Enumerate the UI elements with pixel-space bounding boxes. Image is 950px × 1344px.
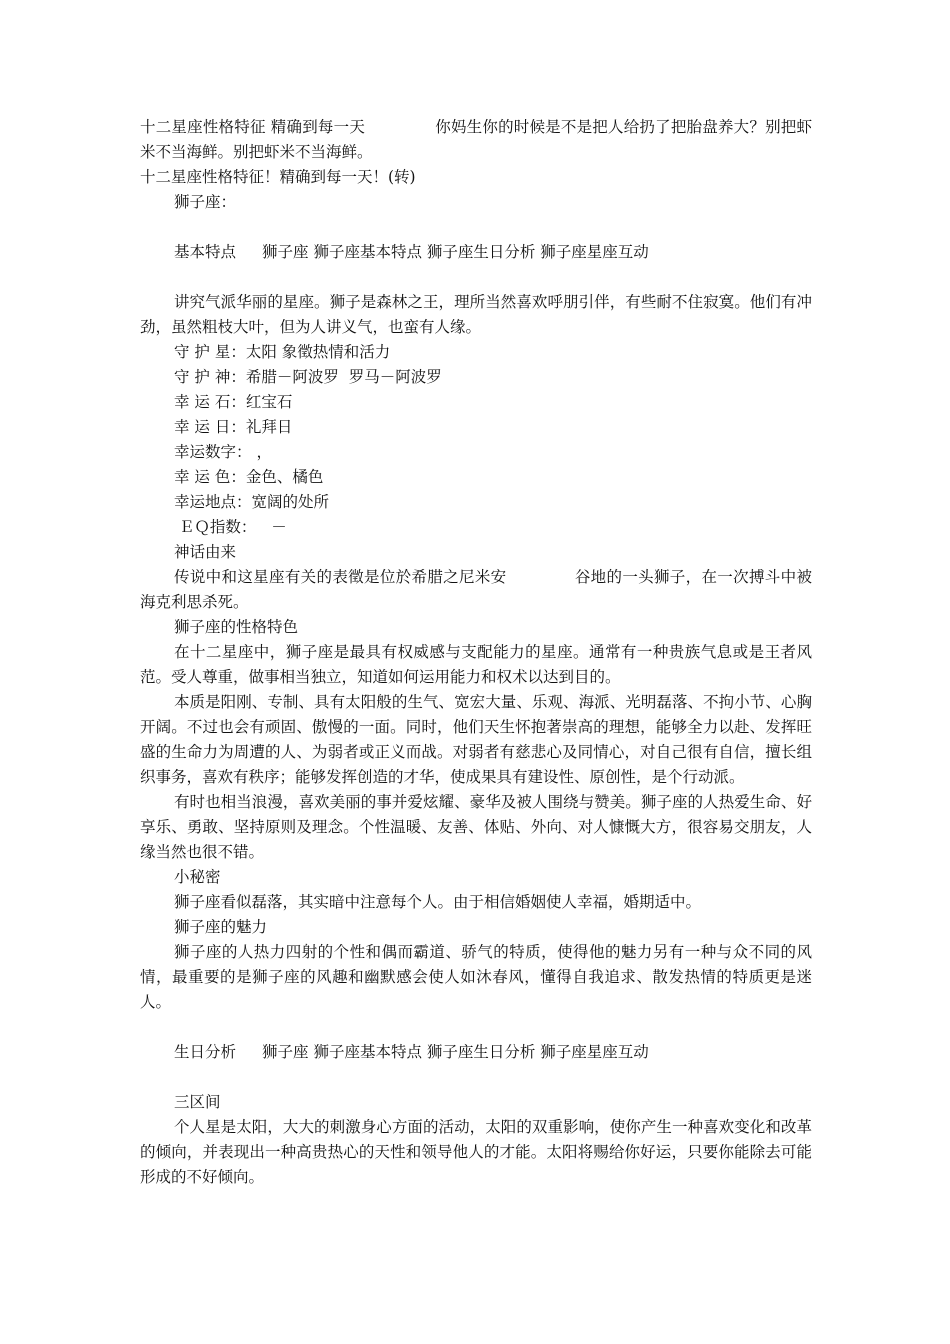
fact-lucky-color bbox=[140, 465, 812, 490]
fact-lucky-day bbox=[140, 415, 812, 440]
nav-links[interactable]: 狮子座 狮子座基本特点 狮子座生日分析 狮子座星座互动 bbox=[262, 1043, 649, 1061]
secret-heading: 小秘密 bbox=[174, 868, 221, 886]
fact-value: 礼拜日 bbox=[245, 418, 293, 436]
myth-text-part2: 谷地的一头狮子，在一次搏斗中被海克利思杀死。 bbox=[140, 568, 812, 611]
facts-list bbox=[140, 340, 812, 540]
fact-guardian-god bbox=[140, 365, 812, 390]
fact-lucky-place bbox=[140, 490, 812, 515]
document-body bbox=[140, 115, 812, 1190]
myth-heading: 神话由来 bbox=[174, 543, 237, 561]
myth-text-part1: 传说中和这星座有关的表徵是位於希腊之尼米安 bbox=[174, 568, 507, 586]
fact-label: 幸 运 日： bbox=[174, 418, 246, 436]
intro-title-part2: 你妈生你的时候是不是把人给扔了把胎盘养大？别把虾米不当海鲜。别把虾米不当海鲜。 bbox=[140, 118, 812, 161]
fact-label: 守 护 神： bbox=[174, 368, 246, 386]
spacer bbox=[140, 1015, 812, 1040]
nav-section-basic: 基本特点 bbox=[174, 243, 237, 261]
nav-links[interactable]: 狮子座 狮子座基本特点 狮子座生日分析 狮子座星座互动 bbox=[262, 243, 649, 261]
intro-title bbox=[140, 115, 812, 165]
charm-heading: 狮子座的魅力 bbox=[174, 918, 268, 936]
fact-lucky-number bbox=[140, 440, 812, 465]
charm-text: 狮子座的人热力四射的个性和偶而霸道、骄气的特质，使得他的魅力另有一种与众不同的风情，最重要的是狮子座的风趣和幽默感会使人如沐春风，懂得自我追求、散发热情的特质更是迷人。 bbox=[140, 943, 812, 1011]
fact-guardian-star bbox=[140, 340, 812, 365]
intro-title-part1: 十二星座性格特征 精确到每一天 bbox=[140, 118, 366, 136]
fact-value: 太阳 象徵热情和活力 bbox=[245, 343, 391, 361]
fact-eq-index bbox=[140, 515, 812, 540]
secret-text: 狮子座看似磊落，其实暗中注意每个人。由于相信婚姻使人幸福，婚期适中。 bbox=[174, 893, 702, 911]
traits-paragraph-1: 在十二星座中，狮子座是最具有权威感与支配能力的星座。通常有一种贵族气息或是王者风范。受人尊重，做事相当独立，知道如何运用能力和权术以达到目的。 bbox=[140, 643, 812, 686]
basic-description: 讲究气派华丽的星座。狮子是森林之王，理所当然喜欢呼朋引伴，有些耐不住寂寞。他们有冲劲，虽然粗枝大叶，但为人讲义气，也蛮有人缘。 bbox=[140, 293, 812, 336]
fact-value: 宽阔的处所 bbox=[251, 493, 330, 511]
fact-value: ， bbox=[251, 443, 272, 461]
fact-value: 红宝石 bbox=[245, 393, 293, 411]
traits-paragraph-3: 有时也相当浪漫，喜欢美丽的事并爱炫耀、豪华及被人围绕与赞美。狮子座的人热爱生命、好享乐、勇敢、坚持原则及理念。个性温暖、友善、体贴、外向、对人慷慨大方，很容易交朋友，人缘当然也很不错。 bbox=[140, 793, 812, 861]
fact-label: 幸运地点： bbox=[174, 493, 252, 511]
nav-line-birthday bbox=[140, 1040, 812, 1065]
fact-value: － bbox=[256, 518, 287, 536]
nav-section-birthday: 生日分析 bbox=[174, 1043, 237, 1061]
myth-text bbox=[140, 565, 812, 615]
range-text: 个人星是太阳，大大的刺激身心方面的活动，太阳的双重影响，使你产生一种喜欢变化和改革的倾向，并表现出一种高贵热心的天性和领导他人的才能。太阳将赐给你好运，只要你能除去可能形成的不好倾向。 bbox=[140, 1118, 812, 1186]
intro-subtitle: 十二星座性格特征！精确到每一天！(转) bbox=[140, 168, 416, 186]
fact-lucky-stone bbox=[140, 390, 812, 415]
spacer bbox=[140, 265, 812, 290]
nav-line-basic bbox=[140, 240, 812, 265]
range-heading: 三区间 bbox=[174, 1093, 221, 1111]
fact-value: 金色、橘色 bbox=[245, 468, 324, 486]
traits-heading: 狮子座的性格特色 bbox=[174, 618, 299, 636]
fact-label: 幸运数字： bbox=[174, 443, 252, 461]
fact-label: 幸 运 石： bbox=[174, 393, 246, 411]
spacer bbox=[140, 1065, 812, 1090]
spacer bbox=[140, 215, 812, 240]
fact-label: 幸 运 色： bbox=[174, 468, 246, 486]
sign-label: 狮子座： bbox=[174, 193, 237, 211]
traits-paragraph-2: 本质是阳刚、专制、具有太阳般的生气、宽宏大量、乐观、海派、光明磊落、不拘小节、心胸开阔。不过也会有顽固、傲慢的一面。同时，他们天生怀抱著崇高的理想，能够全力以赴、发挥旺盛的生命力为周遭的人、为弱者或正义而战。对弱者有慈悲心及同情心，对自己很有自信，擅长组织事务，喜欢有秩序；能够发挥创造的才华，使成果具有建设性、原创性，是个行动派。 bbox=[140, 693, 812, 786]
fact-label: ＥＱ指数： bbox=[174, 518, 257, 536]
fact-label: 守 护 星： bbox=[174, 343, 246, 361]
fact-value: 希腊－阿波罗 罗马－阿波罗 bbox=[245, 368, 442, 386]
